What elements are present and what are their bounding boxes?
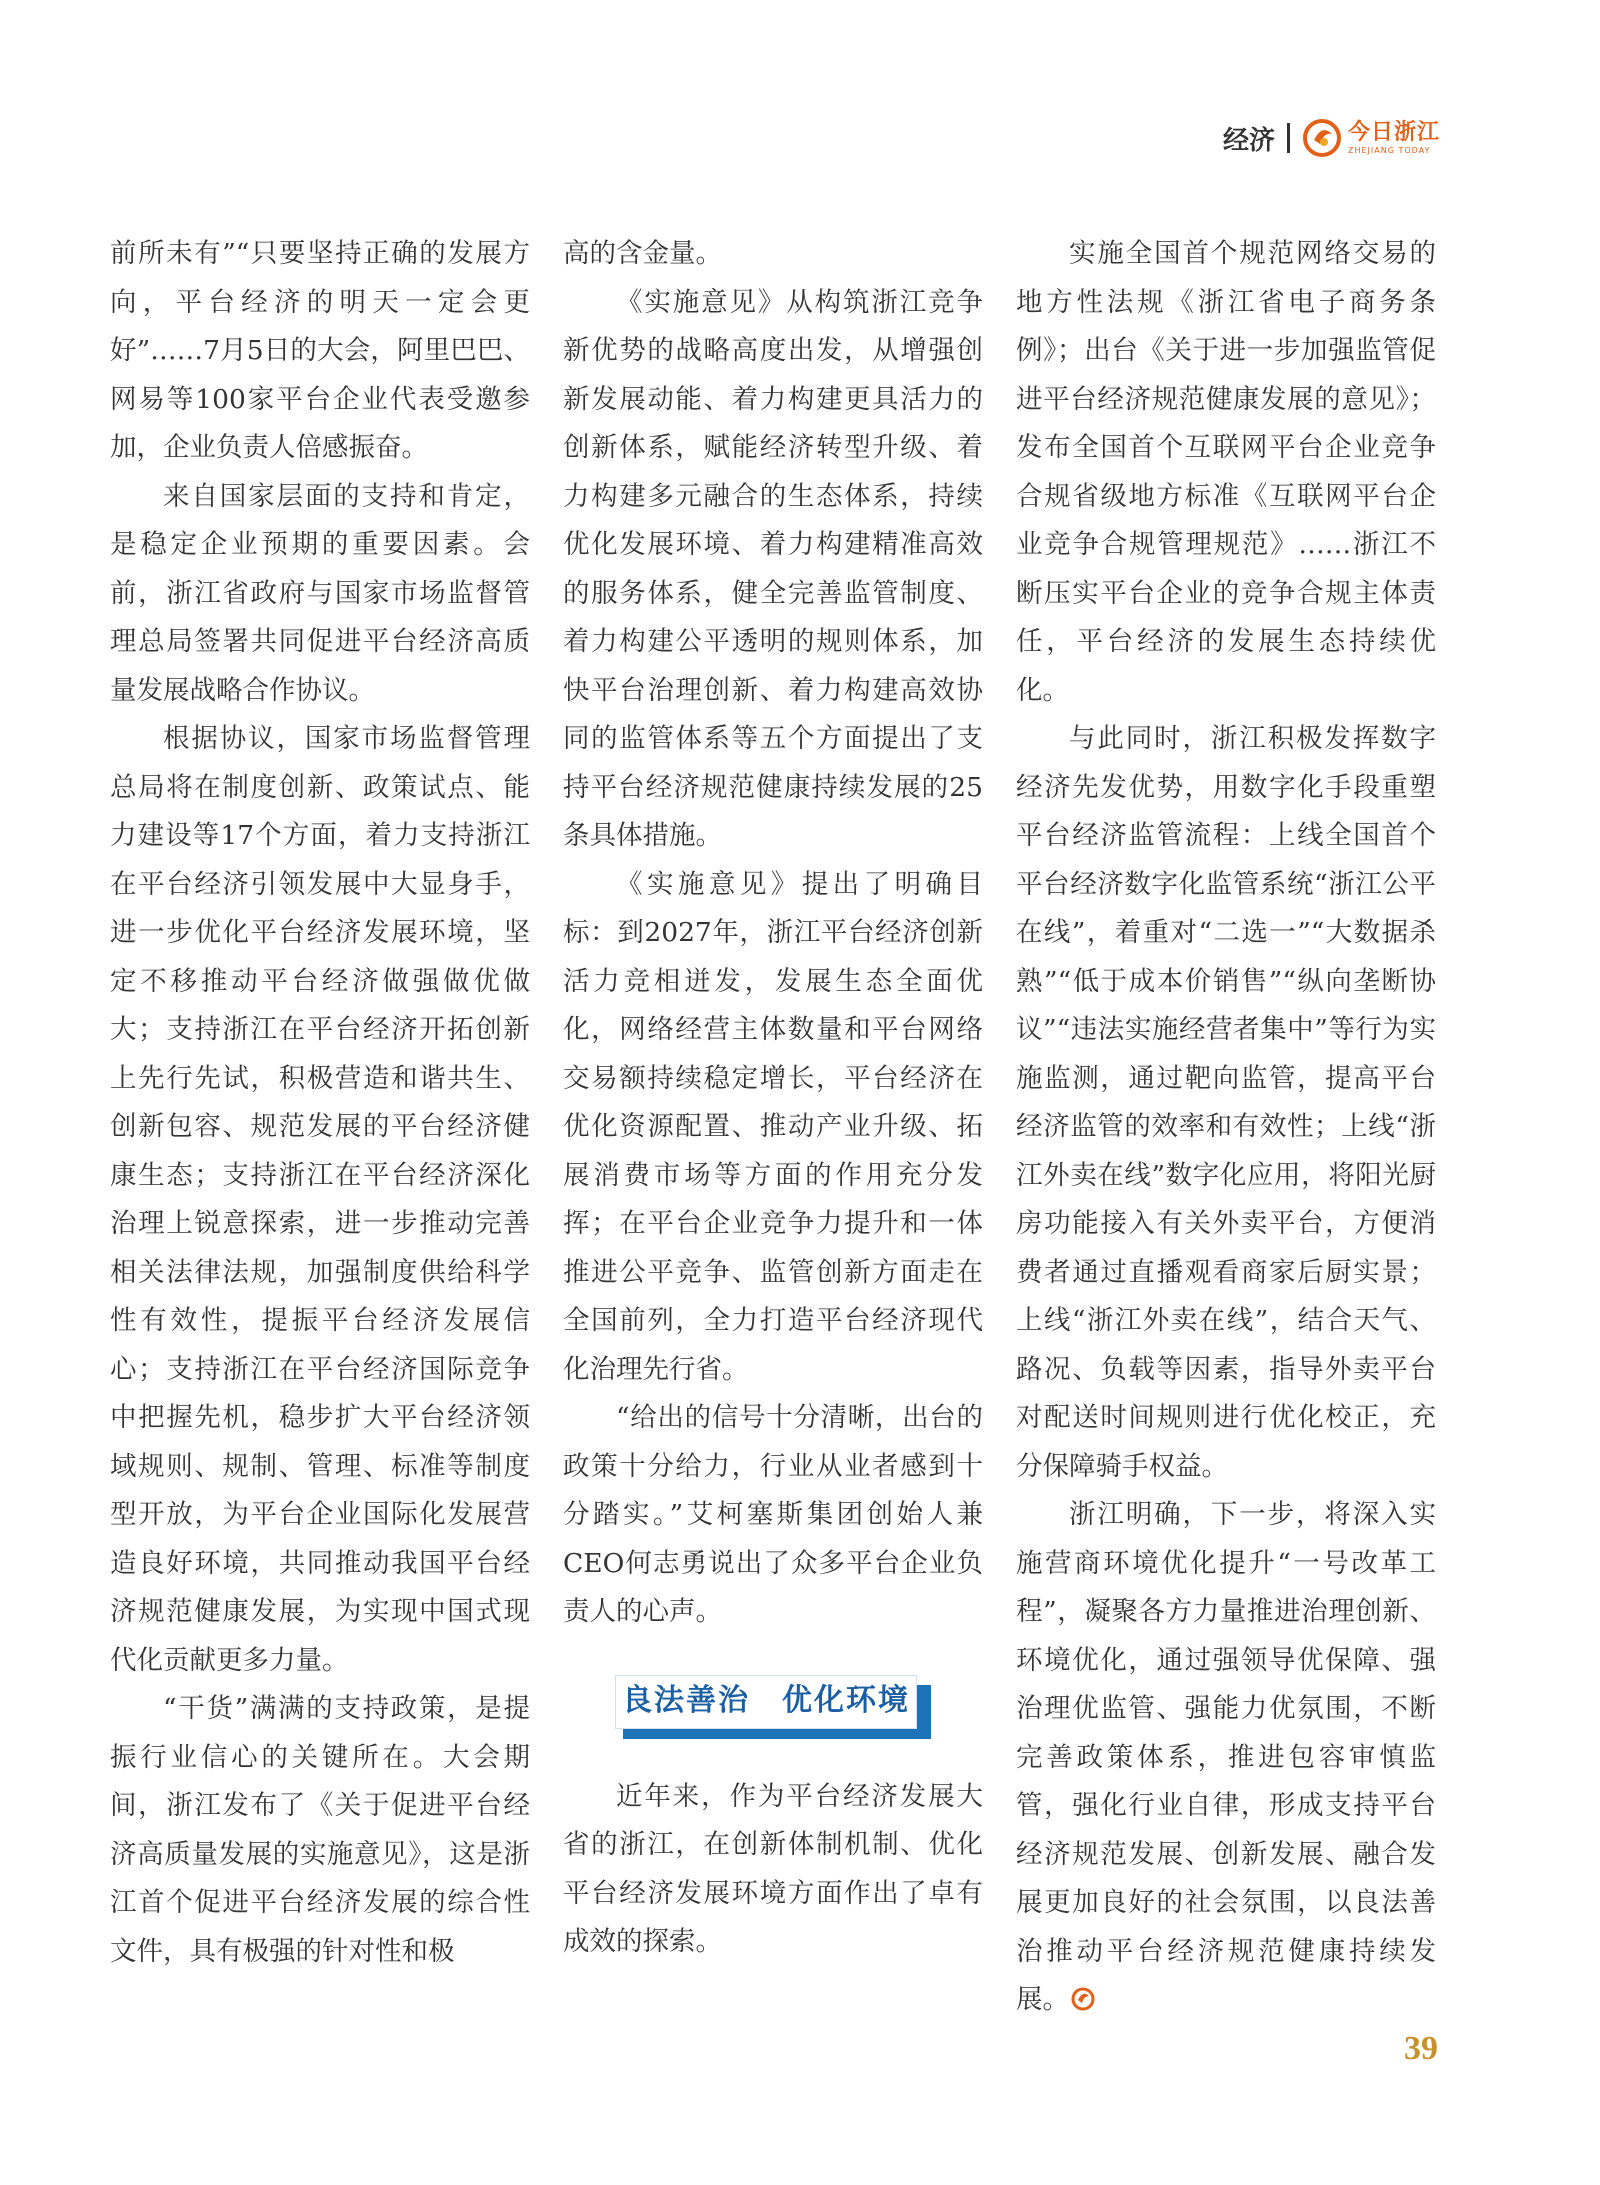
brand-name-cn: 今日浙江	[1347, 119, 1440, 145]
article-end-icon	[1071, 1987, 1095, 2011]
article-column-2	[563, 230, 983, 1967]
article-column-3	[1016, 230, 1436, 2025]
paragraph: 《实施意见》提出了明确目标：到2027年，浙江平台经济创新活力竞相迸发，发展生态全面优化，网络经营主体数量和平台网络交易额持续稳定增长，平台经济在优化资源配置、推动产业升级、拓展消费市场等方面的作用充分发挥；在平台企业竞争力提升和一体推进公平竞争、监管创新方面走在全国前列，全力打造平台经济现代化治理先行省。	[563, 868, 983, 1385]
brand-logo-icon	[1302, 118, 1342, 158]
paragraph: 与此同时，浙江积极发挥数字经济先发优势，用数字化手段重塑平台经济监管流程：上线全国首个平台经济数字化监管系统“浙江公平在线”，着重对“二选一”“大数据杀熟”“低于成本价销售”“纵向垄断协议”“违法实施经营者集中”等行为实施监测，通过靶向监管，提高平台经济监管的效率和有效性；上线“浙江外卖在线”数字化应用，将阳光厨房功能接入有关外卖平台，方便消费者通过直播观看商家后厨实景；上线“浙江外卖在线”，结合天气、路况、负载等因素，指导外卖平台对配送时间规则进行优化校正，充分保障骑手权益。	[1016, 723, 1436, 1482]
paragraph: “干货”满满的支持政策，是提振行业信心的关键所在。大会期间，浙江发布了《关于促进平台经济高质量发展的实施意见》，这是浙江首个促进平台经济发展的综合性文件，具有极强的针对性和极	[110, 1693, 530, 1967]
section-heading	[615, 1675, 933, 1731]
header-divider	[1287, 123, 1290, 153]
paragraph: 高的含金量。	[563, 238, 722, 269]
section-name: 经济	[1222, 125, 1275, 156]
brand	[1302, 118, 1440, 158]
paragraph-last	[1016, 1491, 1436, 2025]
paragraph: 根据协议，国家市场监督管理总局将在制度创新、政策试点、能力建设等17个方面，着力支持浙江在平台经济引领发展中大显身手，进一步优化平台经济发展环境，坚定不移推动平台经济做强做优做大；支持浙江在平台经济开拓创新上先行先试，积极营造和谐共生、创新包容、规范发展的平台经济健康生态；支持浙江在平台经济深化治理上锐意探索，进一步推动完善相关法律法规，加强制度供给科学性有效性，提振平台经济发展信心；支持浙江在平台经济国际竞争中把握先机，稳步扩大平台经济领域规则、规制、管理、标准等制度型开放，为平台企业国际化发展营造良好环境，共同推动我国平台经济规范健康发展，为实现中国式现代化贡献更多力量。	[110, 723, 530, 1676]
paragraph-text: 浙江明确，下一步，将深入实施营商环境优化提升“一号改革工程”，凝聚各方力量推进治理创新、环境优化，通过强领导优保障、强治理优监管、强能力优氛围，不断完善政策体系，推进包容审慎监管，强化行业自律，形成支持平台经济规范发展、创新发展、融合发展更加良好的社会氛围，以良法善治推动平台经济规范健康持续发展。	[1016, 1499, 1436, 2015]
paragraph: 来自国家层面的支持和肯定，是稳定企业预期的重要因素。会前，浙江省政府与国家市场监督管理总局签署共同促进平台经济高质量发展战略合作协议。	[110, 480, 530, 706]
brand-text	[1347, 119, 1440, 155]
brand-name-en: ZHEJIANG TODAY	[1347, 145, 1431, 155]
section-heading-text: 良法善治 优化环境	[615, 1675, 917, 1729]
page-number: 39	[1404, 2030, 1438, 2067]
page-header	[1223, 118, 1440, 158]
paragraph: 《实施意见》从构筑浙江竞争新优势的战略高度出发，从增强创新发展动能、着力构建更具活力的创新体系，赋能经济转型升级、着力构建多元融合的生态体系，持续优化发展环境、着力构建精准高效的服务体系，健全完善监管制度、着力构建公平透明的规则体系，加快平台治理创新、着力构建高效协同的监管体系等五个方面提出了支持平台经济规范健康持续发展的25条具体措施。	[563, 286, 983, 851]
paragraph: 实施全国首个规范网络交易的地方性法规《浙江省电子商务条例》；出台《关于进一步加强监管促进平台经济规范健康发展的意见》；发布全国首个互联网平台企业竞争合规省级地方标准《互联网平台企业竞争合规管理规范》……浙江不断压实平台企业的竞争合规主体责任，平台经济的发展生态持续优化。	[1016, 238, 1436, 706]
article-column-1	[110, 230, 530, 1976]
paragraph: “给出的信号十分清晰，出台的政策十分给力，行业从业者感到十分踏实。”艾柯塞斯集团创始人兼CEO何志勇说出了众多平台企业负责人的心声。	[563, 1402, 983, 1627]
paragraph: 近年来，作为平台经济发展大省的浙江，在创新体制机制、优化平台经济发展环境方面作出了卓有成效的探索。	[563, 1780, 983, 1957]
paragraph: 前所未有”“只要坚持正确的发展方向，平台经济的明天一定会更好”……7月5日的大会，阿里巴巴、网易等100家平台企业代表受邀参加，企业负责人倍感振奋。	[110, 238, 530, 463]
